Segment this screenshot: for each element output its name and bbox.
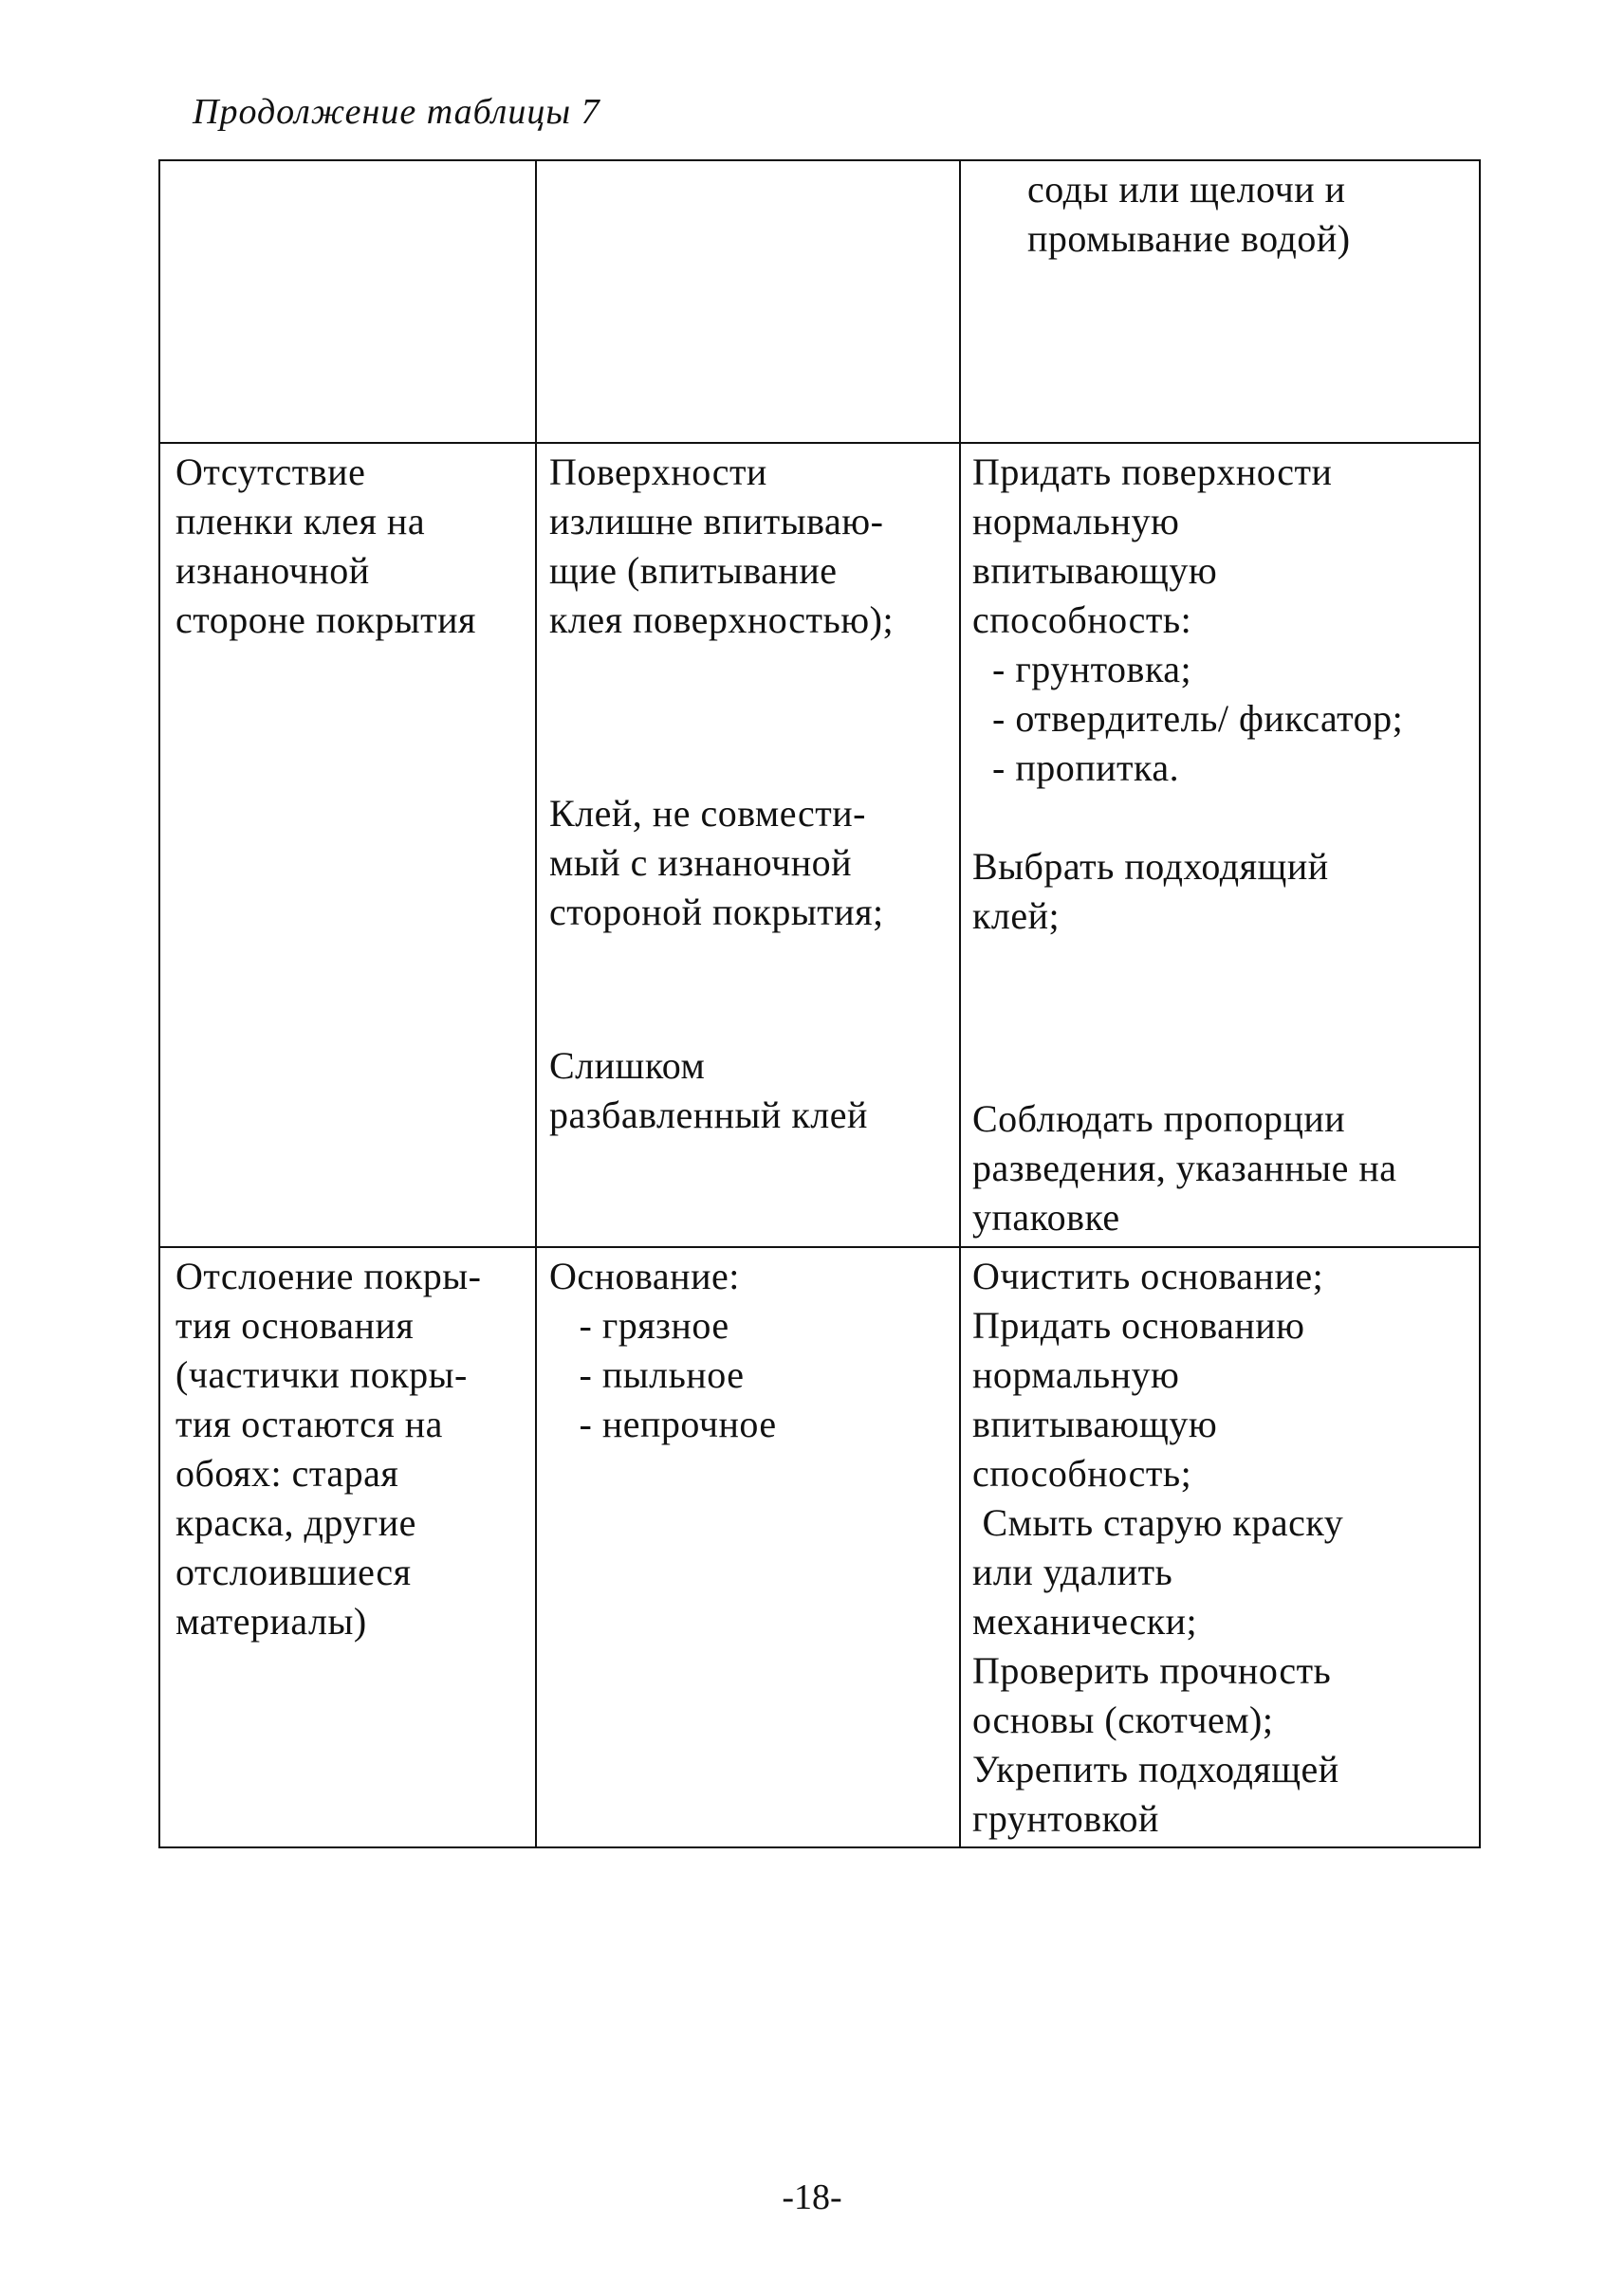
text-line: Смыть старую краску bbox=[972, 1501, 1344, 1544]
text-line: впитывающую bbox=[972, 1403, 1218, 1445]
row1-col2-text-a bbox=[549, 448, 894, 645]
text-line: способность: bbox=[972, 598, 1192, 641]
text-line: - отвердитель/ фиксатор; bbox=[972, 697, 1404, 740]
column-divider-1 bbox=[535, 161, 537, 1846]
row-divider-2 bbox=[160, 1246, 1479, 1248]
text-line: соды или щелочи и bbox=[1027, 168, 1346, 211]
text-line: - пропитка. bbox=[972, 746, 1180, 789]
text-line: Отслоение покры- bbox=[175, 1255, 482, 1297]
text-line: - пыльное bbox=[549, 1353, 745, 1396]
text-line: - грязное bbox=[549, 1304, 729, 1347]
text-line: Выбрать подходящий bbox=[972, 845, 1329, 888]
text-line: Укрепить подходящей bbox=[972, 1748, 1339, 1791]
text-line: механически; bbox=[972, 1600, 1198, 1643]
row1-col3-text-c bbox=[972, 1094, 1397, 1242]
text-line: излишне впитываю- bbox=[549, 500, 884, 542]
text-line: Клей, не совмести- bbox=[549, 792, 866, 835]
text-line: клея поверхностью); bbox=[549, 598, 895, 641]
text-line: промывание водой) bbox=[1027, 217, 1351, 260]
row1-col1-text bbox=[175, 448, 476, 645]
text-line: обоях: старая bbox=[175, 1452, 399, 1495]
text-line: краска, другие bbox=[175, 1501, 416, 1544]
text-line: Придать основанию bbox=[972, 1304, 1305, 1347]
row1-col3-text-b bbox=[972, 842, 1329, 941]
row1-col2-text-b bbox=[549, 789, 884, 937]
table-caption: Продолжение таблицы 7 bbox=[193, 92, 600, 132]
text-line: - непрочное bbox=[549, 1403, 777, 1445]
row2-col3-text bbox=[972, 1252, 1343, 1844]
text-line: основы (скотчем); bbox=[972, 1699, 1274, 1741]
text-line: Очистить основание; bbox=[972, 1255, 1324, 1297]
text-line: мый с изнаночной bbox=[549, 841, 853, 884]
text-line: способность; bbox=[972, 1452, 1192, 1495]
text-line: тия остаются на bbox=[175, 1403, 443, 1445]
text-line: нормальную bbox=[972, 500, 1180, 542]
page-number: -18- bbox=[782, 2177, 842, 2217]
row1-col3-text-a bbox=[972, 448, 1403, 793]
row1-col2-text-c bbox=[549, 1041, 868, 1140]
text-line: - грунтовка; bbox=[972, 648, 1192, 690]
text-line: клей; bbox=[972, 894, 1061, 937]
text-line: изнаночной bbox=[175, 549, 370, 592]
text-line: разведения, указанные на bbox=[972, 1147, 1397, 1189]
row2-col2-text bbox=[549, 1252, 777, 1449]
text-line: отслоившиеся bbox=[175, 1551, 412, 1593]
text-line: разбавленный клей bbox=[549, 1093, 868, 1136]
text-line: Поверхности bbox=[549, 450, 767, 493]
text-line: Слишком bbox=[549, 1044, 706, 1087]
text-line: грунтовкой bbox=[972, 1797, 1159, 1840]
text-line: тия основания bbox=[175, 1304, 415, 1347]
text-line: Проверить прочность bbox=[972, 1649, 1332, 1692]
text-line: материалы) bbox=[175, 1600, 367, 1643]
text-line: впитывающую bbox=[972, 549, 1218, 592]
row2-col1-text bbox=[175, 1252, 481, 1646]
text-line: Основание: bbox=[549, 1255, 740, 1297]
text-line: или удалить bbox=[972, 1551, 1173, 1593]
text-line: (частички покры- bbox=[175, 1353, 468, 1396]
text-line: Придать поверхности bbox=[972, 450, 1333, 493]
text-line: щие (впитывание bbox=[549, 549, 838, 592]
row0-col3-text bbox=[1027, 165, 1351, 264]
text-line: стороной покрытия; bbox=[549, 891, 884, 933]
troubleshooting-table bbox=[158, 159, 1481, 1848]
column-divider-2 bbox=[959, 161, 961, 1846]
text-line: нормальную bbox=[972, 1353, 1180, 1396]
row-divider-1 bbox=[160, 442, 1479, 444]
text-line: упаковке bbox=[972, 1196, 1120, 1239]
text-line: стороне покрытия bbox=[175, 598, 476, 641]
text-line: Отсутствие bbox=[175, 450, 366, 493]
text-line: пленки клея на bbox=[175, 500, 426, 542]
text-line: Соблюдать пропорции bbox=[972, 1097, 1346, 1140]
